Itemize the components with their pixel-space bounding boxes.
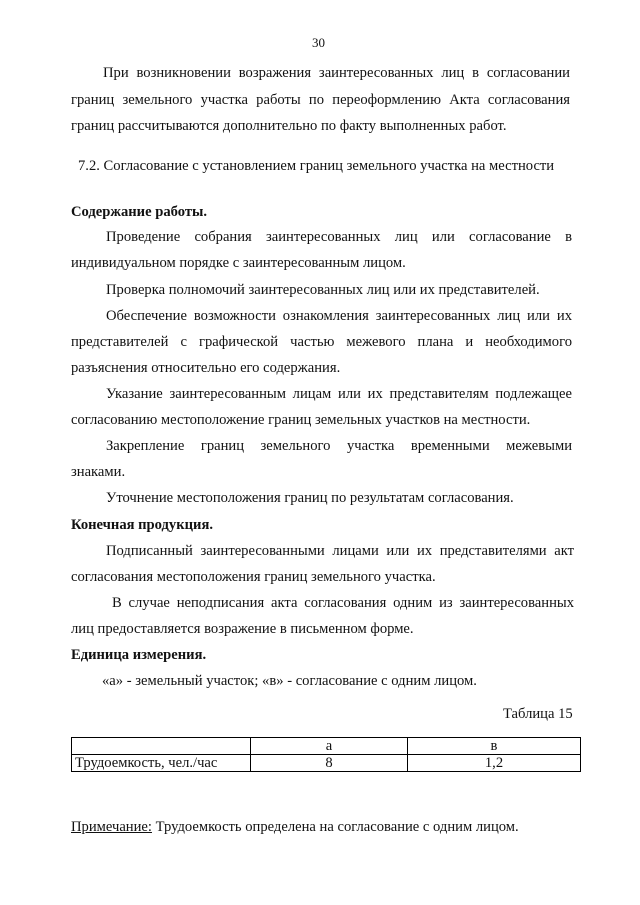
work-p1-line-2: индивидуальном порядке с заинтересованным лицом.	[71, 255, 406, 271]
table-header-cell	[72, 738, 251, 755]
final-p2-line-2: лиц предоставляется возражение в письменном форме.	[71, 621, 414, 637]
table-header-cell: а	[251, 738, 408, 755]
table-row	[72, 755, 581, 772]
work-p5-line-2: знаками.	[71, 464, 126, 480]
work-p4-line-1: Указание заинтересованным лицам или их представителям подлежащее	[106, 386, 572, 402]
intro-line-2: границ земельного участка работы по переоформлению Акта согласования	[71, 92, 570, 108]
work-p3-line-1: Обеспечение возможности ознакомления заинтересованных лиц или их	[106, 308, 572, 324]
work-p6: Уточнение местоположения границ по результатам согласования.	[106, 490, 514, 506]
work-content-heading: Содержание работы.	[71, 204, 208, 220]
final-product-heading: Конечная продукция.	[71, 517, 214, 533]
table-cell: 8	[251, 755, 408, 772]
work-p5-line-1: Закрепление границ земельного участка временными межевыми	[106, 438, 572, 454]
table-cell: 1,2	[408, 755, 581, 772]
work-p3-line-3: разъяснения относительно его содержания.	[71, 360, 341, 376]
intro-line-3: границ рассчитываются дополнительно по факту выполненных работ.	[71, 118, 507, 134]
final-p1-line-2: согласования местоположения границ земельного участка.	[71, 569, 436, 585]
intro-line-1: При возникновении возражения заинтересованных лиц в согласовании	[103, 65, 570, 81]
final-p2-line-1: В случае неподписания акта согласования одним из заинтересованных	[112, 595, 574, 611]
page-number: 30	[312, 35, 325, 50]
work-p3-line-2: представителей с графической частью межевого плана и необходимого	[71, 334, 572, 350]
unit-text: «а» - земельный участок; «в» - согласование с одним лицом.	[102, 673, 477, 689]
work-p1-line-1: Проведение собрания заинтересованных лиц или согласование в	[106, 229, 572, 245]
final-p1-line-1: Подписанный заинтересованными лицами или их представителями акт	[106, 543, 574, 559]
section-heading: 7.2. Согласование с установлением границ земельного участка на местности	[78, 158, 555, 174]
work-p4-line-2: согласованию местоположение границ земельных участков на местности.	[71, 412, 531, 428]
note-text: Трудоемкость определена на согласование с одним лицом.	[151, 819, 519, 835]
table-cell: Трудоемкость, чел./час	[72, 755, 251, 772]
note	[71, 818, 519, 836]
unit-heading: Единица измерения.	[71, 647, 207, 663]
labor-table	[71, 737, 581, 772]
table-caption: Таблица 15	[503, 706, 573, 722]
table-header-cell: в	[408, 738, 581, 755]
table-header-row	[72, 738, 581, 755]
work-p2: Проверка полномочий заинтересованных лиц или их представителей.	[106, 282, 540, 298]
note-label: Примечание:	[71, 819, 152, 835]
